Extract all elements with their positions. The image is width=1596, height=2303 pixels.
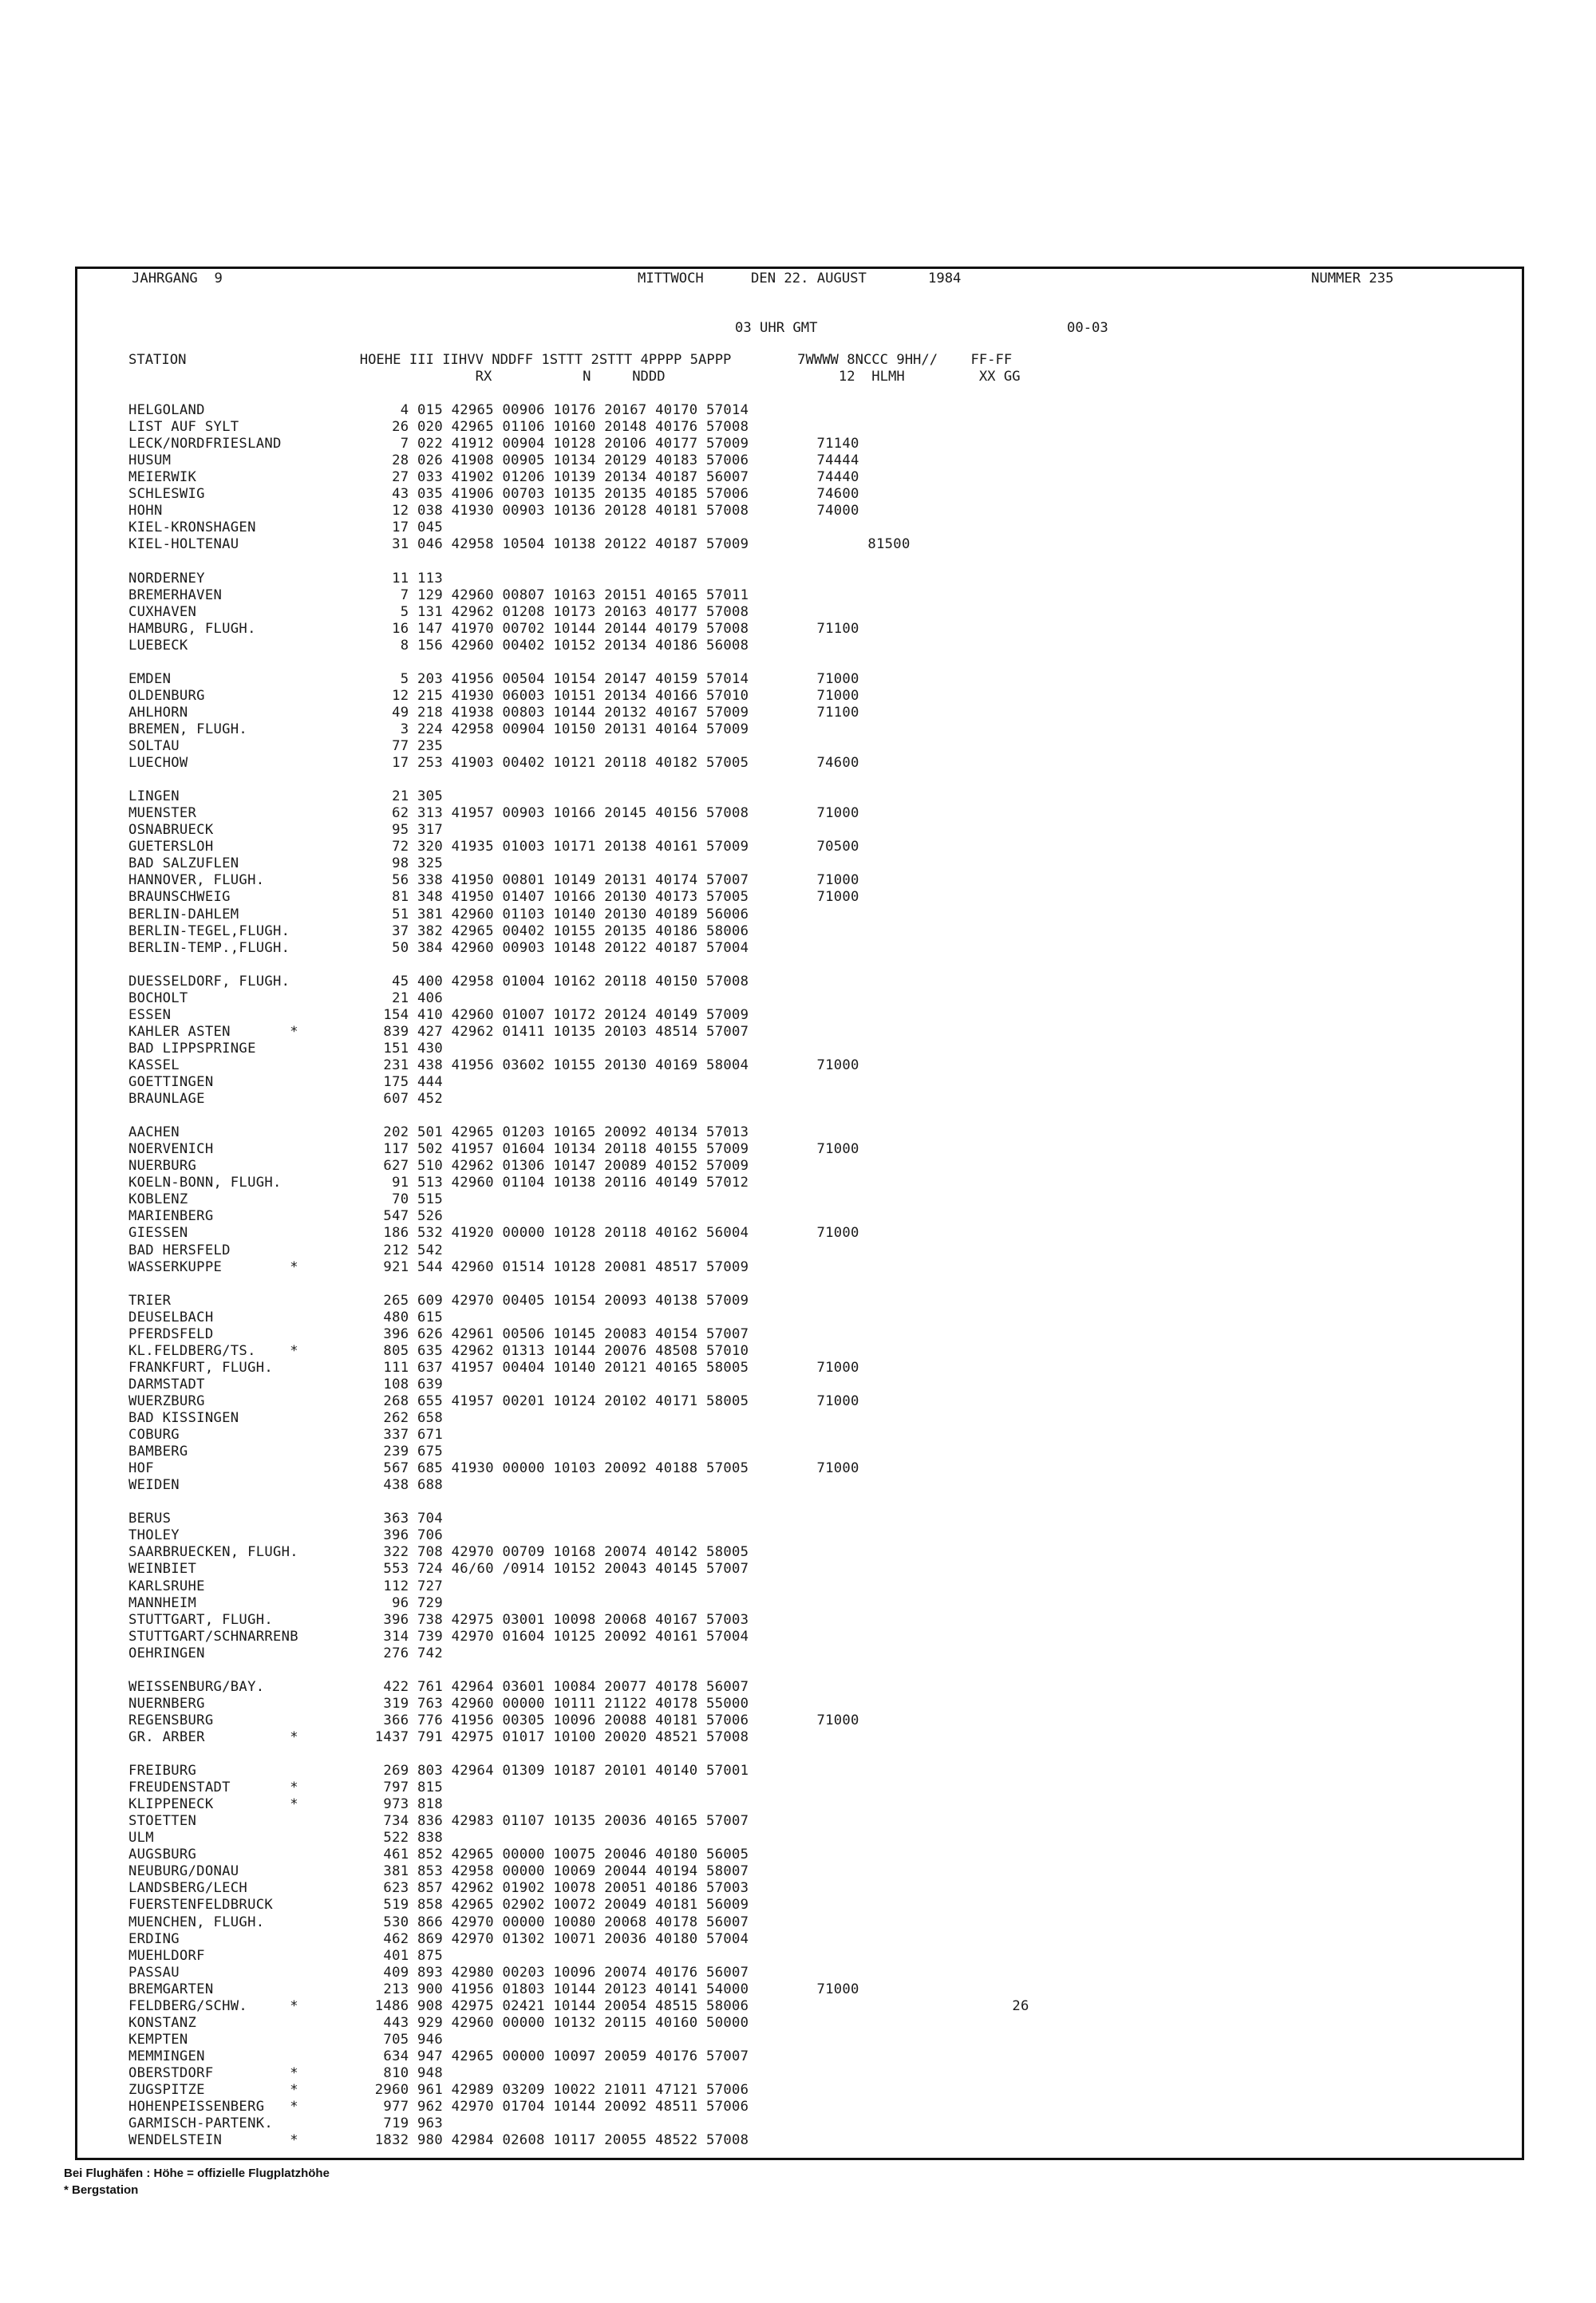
- station-row: THOLEY 396 706: [128, 1527, 443, 1544]
- station-row: CUXHAVEN 5 131 42962 01208 10173 20163 40177 57008: [128, 603, 749, 620]
- station-row: EMDEN 5 203 41956 00504 10154 20147 40159 57014 71000: [128, 670, 859, 687]
- station-row: KEMPTEN 705 946: [128, 2031, 443, 2048]
- station-row: LINGEN 21 305: [128, 788, 443, 805]
- station-row: GR. ARBER * 1437 791 42975 01017 10100 20020 48521 57008: [128, 1728, 749, 1745]
- station-row: AACHEN 202 501 42965 01203 10165 20092 40134 57013: [128, 1124, 749, 1141]
- footnote-mountain-station: * Bergstation: [64, 2183, 139, 2197]
- station-row: WEINBIET 553 724 46/60 /0914 10152 20043 40145 57007: [128, 1561, 749, 1578]
- station-row: SAARBRUECKEN, FLUGH. 322 708 42970 00709 10168 20074 40142 58005: [128, 1544, 749, 1561]
- station-row: NEUBURG/DONAU 381 853 42958 00000 10069 20044 40194 58007: [128, 1863, 749, 1880]
- station-row: KOBLENZ 70 515: [128, 1191, 443, 1208]
- station-row: BERLIN-TEMP.,FLUGH. 50 384 42960 00903 10148 20122 40187 57004: [128, 939, 749, 956]
- station-row: FREUDENSTADT * 797 815: [128, 1780, 443, 1796]
- station-row: ULM 522 838: [128, 1830, 443, 1847]
- column-header-line-1: STATION HOEHE III IIHVV NDDFF 1STTT 2STTT 4PPPP 5APPP 7WWWW 8NCCC 9HH// FF-FF: [128, 352, 1013, 368]
- weekday-label: MITTWOCH: [638, 271, 704, 286]
- station-row: BERUS 363 704: [128, 1511, 443, 1527]
- station-row: MUENCHEN, FLUGH. 530 866 42970 00000 10080 20068 40178 56007: [128, 1914, 749, 1930]
- weather-report-sheet: [75, 267, 1524, 2160]
- station-row: FELDBERG/SCHW. * 1486 908 42975 02421 10144 20054 48515 58006 26: [128, 1997, 1029, 2014]
- station-row: HOF 567 685 41930 00000 10103 20092 40188 57005 71000: [128, 1460, 859, 1477]
- station-row: KOELN-BONN, FLUGH. 91 513 42960 01104 10138 20116 40149 57012: [128, 1175, 749, 1191]
- station-row: KL.FELDBERG/TS. * 805 635 42962 01313 10144 20076 48508 57010: [128, 1342, 749, 1359]
- station-row: OBERSTDORF * 810 948: [128, 2064, 443, 2081]
- station-row: LIST AUF SYLT 26 020 42965 01106 10160 20148 40176 57008: [128, 419, 749, 436]
- station-row: KASSEL 231 438 41956 03602 10155 20130 40169 58004 71000: [128, 1057, 859, 1073]
- station-row: MEMMINGEN 634 947 42965 00000 10097 20059 40176 57007: [128, 2048, 749, 2064]
- station-row: LUEBECK 8 156 42960 00402 10152 20134 40186 56008: [128, 637, 749, 654]
- station-row: KAHLER ASTEN * 839 427 42962 01411 10135 20103 48514 57007: [128, 1023, 749, 1040]
- station-row: BAD HERSFELD 212 542: [128, 1242, 443, 1258]
- station-row: BAD SALZUFLEN 98 325: [128, 855, 443, 872]
- station-row: OEHRINGEN 276 742: [128, 1645, 443, 1661]
- observation-time: 03 UHR GMT: [735, 320, 818, 336]
- station-row: BAD KISSINGEN 262 658: [128, 1410, 443, 1426]
- footnotes: [64, 2165, 330, 2198]
- station-row: TRIER 265 609 42970 00405 10154 20093 40138 57009: [128, 1292, 749, 1309]
- footnote-airport-height: Bei Flughäfen : Höhe = offizielle Flugplatzhöhe: [64, 2167, 330, 2180]
- station-row: NORDERNEY 11 113: [128, 570, 443, 587]
- station-row: KONSTANZ 443 929 42960 00000 10132 20115 40160 50000: [128, 2014, 749, 2031]
- station-row: HOHN 12 038 41930 00903 10136 20128 40181 57008 74000: [128, 503, 859, 519]
- station-row: BREMGARTEN 213 900 41956 01803 10144 20123 40141 54000 71000: [128, 1981, 859, 1997]
- station-row: SCHLESWIG 43 035 41906 00703 10135 20135 40185 57006 74600: [128, 486, 859, 503]
- station-row: WASSERKUPPE * 921 544 42960 01514 10128 20081 48517 57009: [128, 1258, 749, 1275]
- station-row: MANNHEIM 96 729: [128, 1594, 443, 1611]
- date-label: DEN 22. AUGUST: [751, 271, 867, 286]
- column-header-line-2: RX N NDDD 12 HLMH XX GG: [128, 369, 1021, 385]
- station-row: NUERNBERG 319 763 42960 00000 10111 21122 40178 55000: [128, 1695, 749, 1712]
- station-row: MUENSTER 62 313 41957 00903 10166 20145 40156 57008 71000: [128, 805, 859, 822]
- station-row: HANNOVER, FLUGH. 56 338 41950 00801 10149 20131 40174 57007 71000: [128, 872, 859, 889]
- station-row: OLDENBURG 12 215 41930 06003 10151 20134 40166 57010 71000: [128, 687, 859, 704]
- station-row: WEIDEN 438 688: [128, 1477, 443, 1494]
- jahrgang-label: JAHRGANG 9: [132, 271, 223, 286]
- station-row: WEISSENBURG/BAY. 422 761 42964 03601 10084 20077 40178 56007: [128, 1678, 749, 1695]
- station-row: HELGOLAND 4 015 42965 00906 10176 20167 40170 57014: [128, 402, 749, 418]
- station-row: WENDELSTEIN * 1832 980 42984 02608 10117 20055 48522 57008: [128, 2132, 749, 2149]
- station-row: COBURG 337 671: [128, 1427, 443, 1444]
- station-row: KIEL-HOLTENAU 31 046 42958 10504 10138 20122 40187 57009 81500: [128, 536, 911, 553]
- station-row: DUESSELDORF, FLUGH. 45 400 42958 01004 10162 20118 40150 57008: [128, 973, 749, 990]
- station-row: KIEL-KRONSHAGEN 17 045: [128, 519, 443, 536]
- station-row: STUTTGART/SCHNARRENB 314 739 42970 01604 10125 20092 40161 57004: [128, 1628, 749, 1645]
- station-row: FUERSTENFELDBRUCK 519 858 42965 02902 10072 20049 40181 56009: [128, 1897, 749, 1914]
- station-row: GIESSEN 186 532 41920 00000 10128 20118 40162 56004 71000: [128, 1225, 859, 1242]
- station-row: GOETTINGEN 175 444: [128, 1074, 443, 1090]
- station-row: FRANKFURT, FLUGH. 111 637 41957 00404 10140 20121 40165 58005 71000: [128, 1359, 859, 1376]
- station-row: MEIERWIK 27 033 41902 01206 10139 20134 40187 56007 74440: [128, 469, 859, 486]
- station-row: MARIENBERG 547 526: [128, 1208, 443, 1225]
- station-row: LANDSBERG/LECH 623 857 42962 01902 10078 20051 40186 57003: [128, 1880, 749, 1897]
- station-row: BERLIN-TEGEL,FLUGH. 37 382 42965 00402 10155 20135 40186 58006: [128, 922, 749, 939]
- station-row: PFERDSFELD 396 626 42961 00506 10145 20083 40154 57007: [128, 1325, 749, 1342]
- station-row: AHLHORN 49 218 41938 00803 10144 20132 40167 57009 71100: [128, 704, 859, 721]
- station-row: ZUGSPITZE * 2960 961 42989 03209 10022 21011 47121 57006: [128, 2082, 749, 2098]
- station-row: NUERBURG 627 510 42962 01306 10147 20089 40152 57009: [128, 1158, 749, 1175]
- year-label: 1984: [928, 271, 962, 286]
- station-row: HUSUM 28 026 41908 00905 10134 20129 40183 57006 74444: [128, 452, 859, 469]
- station-row: DARMSTADT 108 639: [128, 1376, 443, 1392]
- station-row: DEUSELBACH 480 615: [128, 1309, 443, 1325]
- station-row: STOETTEN 734 836 42983 01107 10135 20036 40165 57007: [128, 1813, 749, 1830]
- station-row: LUECHOW 17 253 41903 00402 10121 20118 40182 57005 74600: [128, 755, 859, 772]
- station-row: BRAUNSCHWEIG 81 348 41950 01407 10166 20130 40173 57005 71000: [128, 889, 859, 906]
- station-row: KLIPPENECK * 973 818: [128, 1796, 443, 1813]
- station-row: WUERZBURG 268 655 41957 00201 10124 20102 40171 58005 71000: [128, 1392, 859, 1409]
- station-row: AUGSBURG 461 852 42965 00000 10075 20046 40180 56005: [128, 1847, 749, 1863]
- station-row: BREMERHAVEN 7 129 42960 00807 10163 20151 40165 57011: [128, 587, 749, 603]
- station-row: BREMEN, FLUGH. 3 224 42958 00904 10150 20131 40164 57009: [128, 721, 749, 737]
- station-row: ESSEN 154 410 42960 01007 10172 20124 40149 57009: [128, 1006, 749, 1023]
- station-row: FREIBURG 269 803 42964 01309 10187 20101 40140 57001: [128, 1763, 749, 1780]
- station-row: KARLSRUHE 112 727: [128, 1578, 443, 1594]
- station-row: ERDING 462 869 42970 01302 10071 20036 40180 57004: [128, 1930, 749, 1947]
- station-row: HAMBURG, FLUGH. 16 147 41970 00702 10144 20144 40179 57008 71100: [128, 620, 859, 637]
- station-row: LECK/NORDFRIESLAND 7 022 41912 00904 10128 20106 40177 57009 71140: [128, 436, 859, 452]
- station-row: BRAUNLAGE 607 452: [128, 1091, 443, 1108]
- station-row: OSNABRUECK 95 317: [128, 822, 443, 839]
- station-row: REGENSBURG 366 776 41956 00305 10096 20088 40181 57006 71000: [128, 1712, 859, 1728]
- issue-number: NUMMER 235: [1311, 271, 1394, 286]
- station-row: HOHENPEISSENBERG * 977 962 42970 01704 10144 20092 48511 57006: [128, 2099, 749, 2115]
- station-row: PASSAU 409 893 42980 00203 10096 20074 40176 56007: [128, 1964, 749, 1981]
- station-row: NOERVENICH 117 502 41957 01604 10134 20118 40155 57009 71000: [128, 1141, 859, 1158]
- station-row: SOLTAU 77 235: [128, 738, 443, 754]
- station-row: BAMBERG 239 675: [128, 1444, 443, 1460]
- station-row: BAD LIPPSPRINGE 151 430: [128, 1040, 443, 1057]
- station-row: BOCHOLT 21 406: [128, 990, 443, 1006]
- station-row: GUETERSLOH 72 320 41935 01003 10171 20138 40161 57009 70500: [128, 839, 859, 855]
- station-row: STUTTGART, FLUGH. 396 738 42975 03001 10098 20068 40167 57003: [128, 1611, 749, 1628]
- station-row: BERLIN-DAHLEM 51 381 42960 01103 10140 20130 40189 56006: [128, 906, 749, 922]
- station-row: GARMISCH-PARTENK. 719 963: [128, 2115, 443, 2132]
- station-row: MUEHLDORF 401 875: [128, 1947, 443, 1964]
- observation-time-range: 00-03: [1067, 320, 1108, 336]
